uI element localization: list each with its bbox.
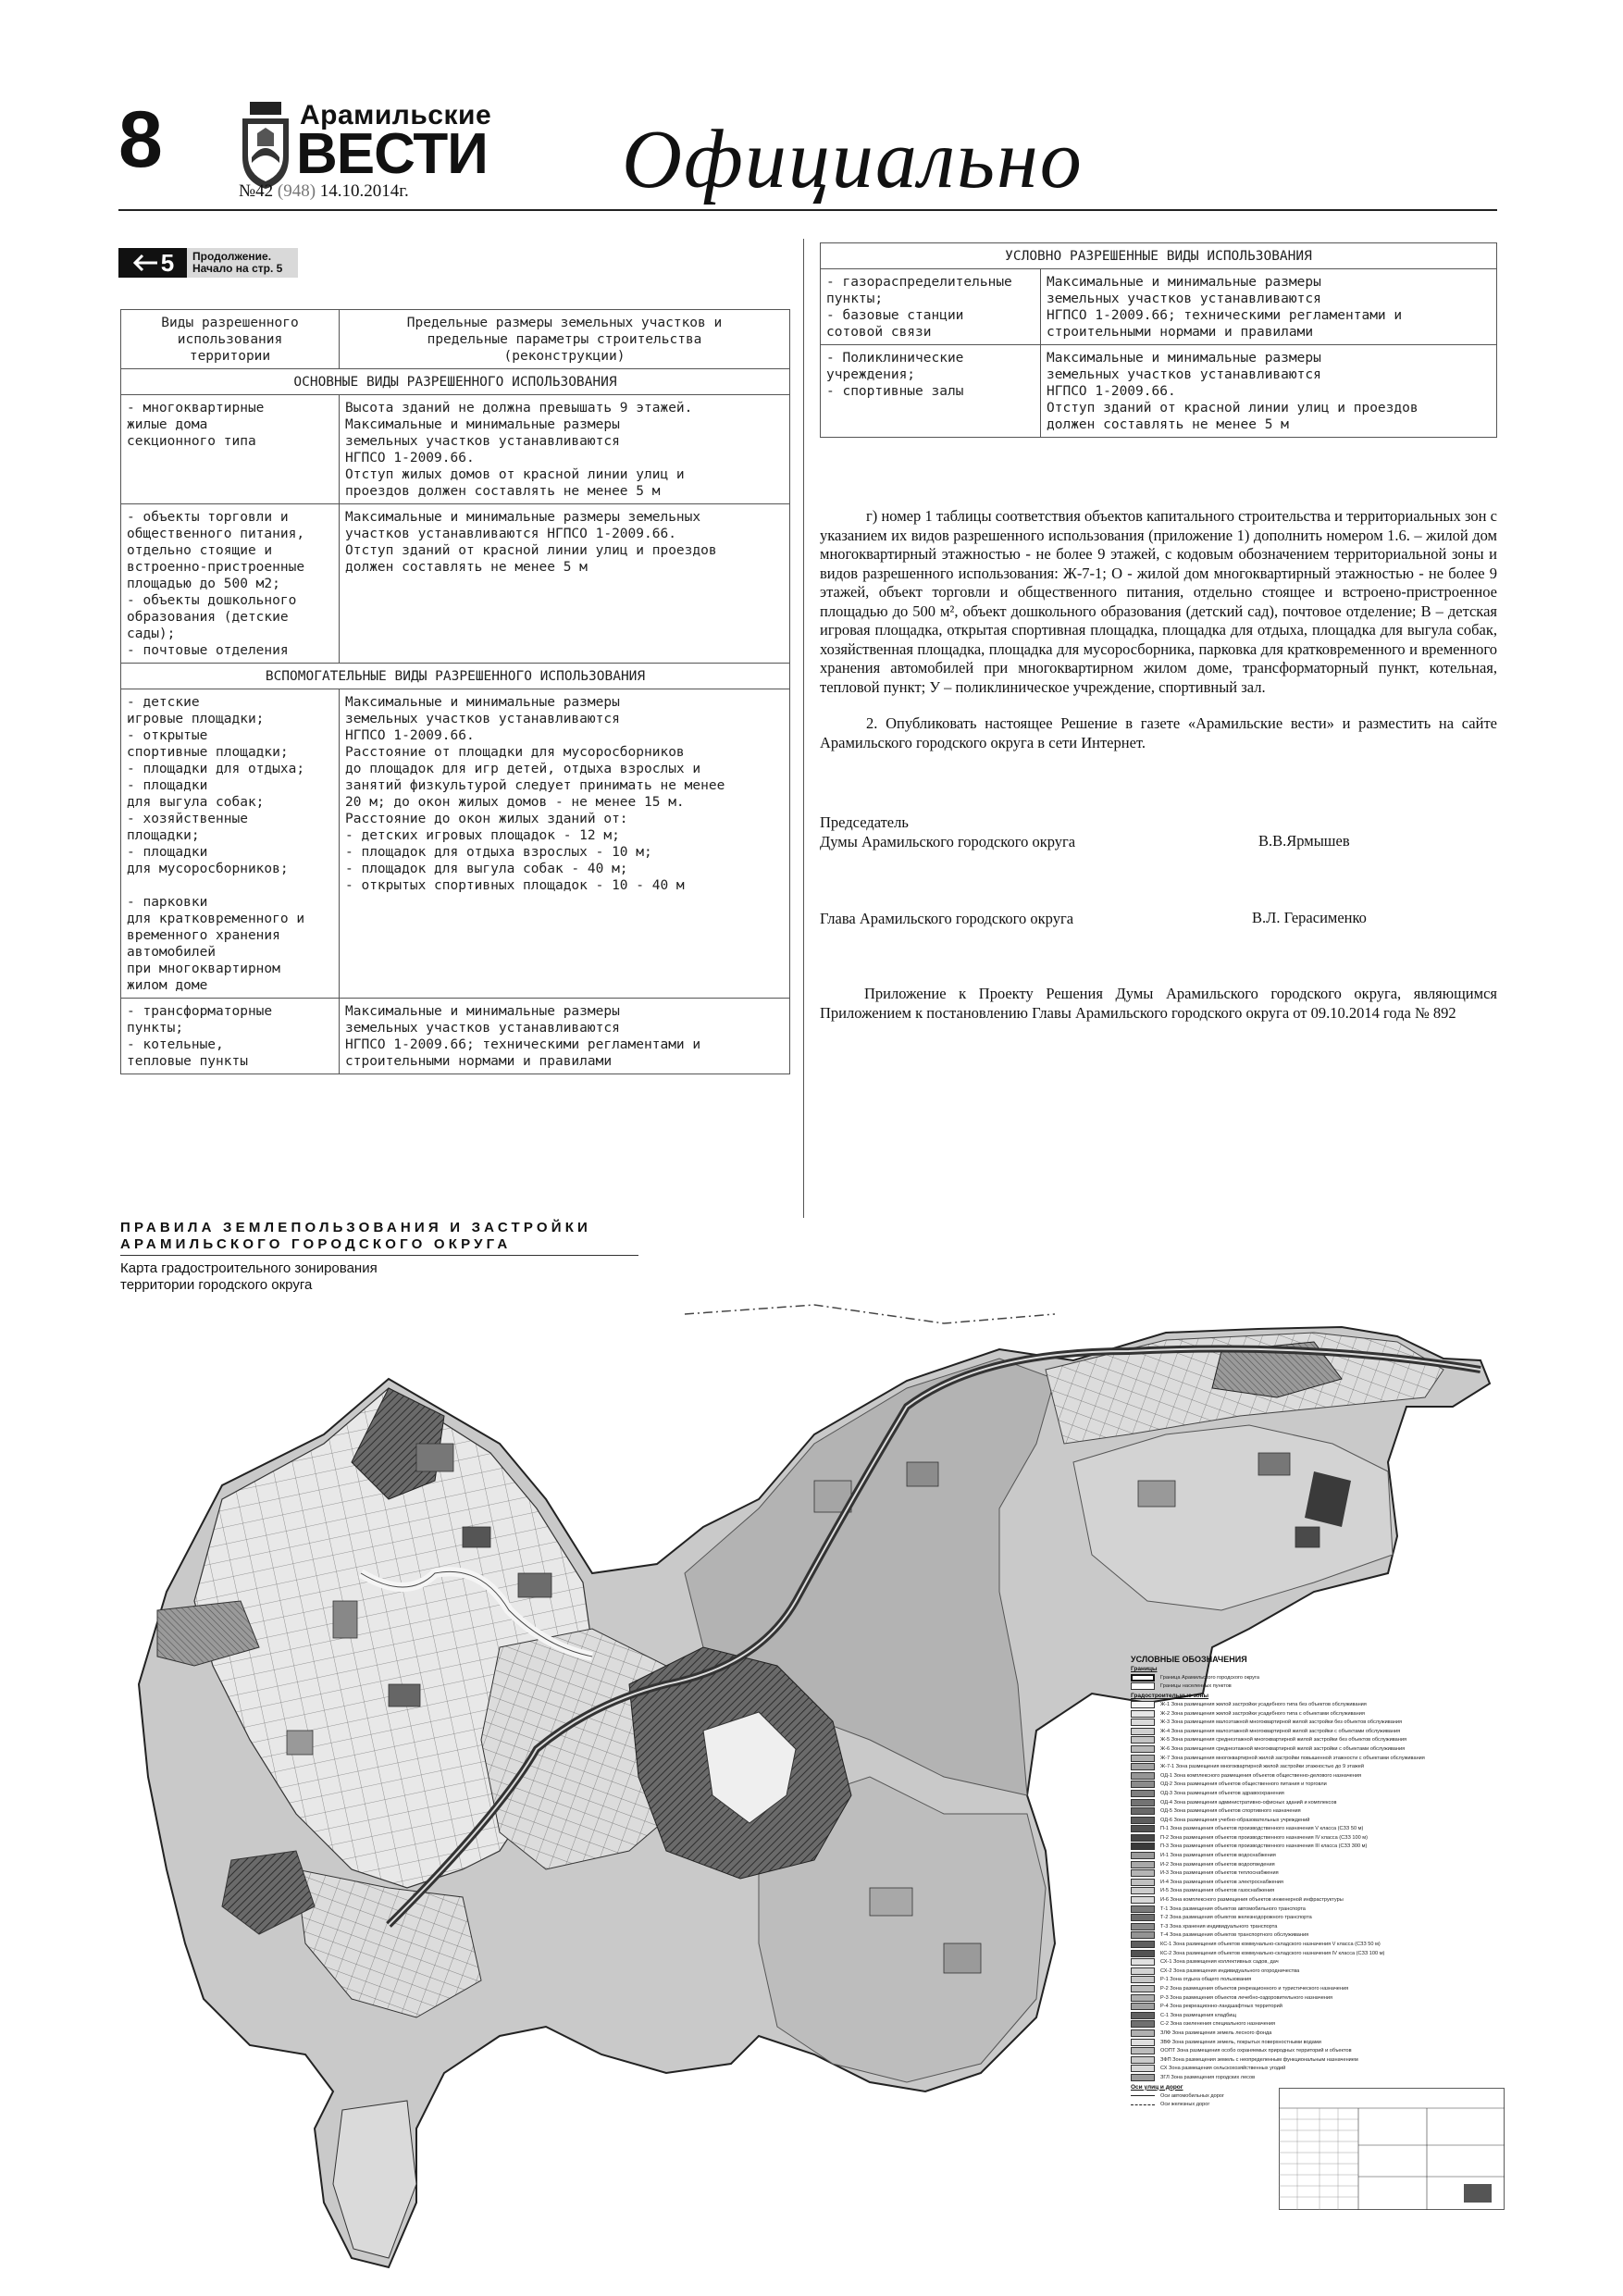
legend-swatch <box>1131 1914 1155 1921</box>
legend-item <box>1131 1940 1501 1949</box>
table-row <box>821 345 1497 438</box>
legend-swatch <box>1131 1994 1155 2002</box>
legend-swatch <box>1131 1879 1155 1886</box>
legend-swatch <box>1131 1763 1155 1770</box>
cell-line: автомобилей <box>127 945 217 960</box>
legend-label: КС-2 Зона размещения объектов коммунально-складского назначения IV класса (СЗЗ 100 м) <box>1160 1950 1385 1956</box>
limits-cell <box>340 689 790 999</box>
table-row <box>121 395 790 504</box>
legend-swatch <box>1131 1861 1155 1868</box>
legend-swatch <box>1131 1843 1155 1850</box>
header-use-cell <box>121 310 340 369</box>
table-section-row <box>821 243 1497 269</box>
map-title-line: АРАМИЛЬСКОГО ГОРОДСКОГО ОКРУГА <box>120 1236 512 1252</box>
appendix-note: Приложение к Проекту Решения Думы Арамильского городского округа, являющимся Приложением к постановлению Главы Арамильского городского округа от 09.10.2014 года № 892 <box>820 985 1497 1022</box>
section-conditional-label: УСЛОВНО РАЗРЕШЕННЫЕ ВИДЫ ИСПОЛЬЗОВАНИЯ <box>821 243 1497 269</box>
cell-line: использования <box>177 332 283 347</box>
legend-swatch <box>1131 1931 1155 1939</box>
legend-swatch <box>1131 1896 1155 1904</box>
legend-group-borders: Границы <box>1131 1666 1158 1672</box>
continued-source: Начало на стр. 5 <box>192 262 283 275</box>
use-cell <box>121 395 340 504</box>
legend-label: П-1 Зона размещения объектов производственного назначения V класса (СЗЗ 50 м) <box>1160 1826 1364 1832</box>
map-railway <box>685 1305 1055 1323</box>
continued-page: 5 <box>160 248 175 277</box>
legend-label: Ж-7 Зона размещения многоквартирной жилой застройки повышенной этажности с объектами обслуживания <box>1160 1755 1425 1761</box>
cell-line: - объекты торговли и <box>127 510 289 525</box>
legend-swatch <box>1131 1772 1155 1780</box>
legend-swatch <box>1131 1807 1155 1815</box>
cell-line: территории <box>189 349 271 364</box>
legend-label: СХ-1 Зона размещения коллективных садов, дач <box>1160 1959 1279 1966</box>
cell-line: Высота зданий не должна превышать 9 этажей. <box>345 401 693 416</box>
legend-item <box>1131 1700 1501 1709</box>
legend-item <box>1131 1905 1501 1914</box>
legend-item <box>1131 2065 1501 2074</box>
cell-line: игровые площадки; <box>127 712 265 726</box>
legend-swatch <box>1131 1976 1155 1983</box>
legend-label: ОД-5 Зона размещения объектов спортивного назначения <box>1160 1808 1301 1815</box>
legend-swatch <box>1131 2047 1155 2054</box>
map-legend <box>1131 1655 1501 2109</box>
use-cell <box>821 345 1041 438</box>
logo-main-text: ВЕСТИ <box>296 122 488 186</box>
cell-line: временного хранения <box>127 928 280 943</box>
legend-swatch <box>1131 1790 1155 1797</box>
legend-item <box>1131 1718 1501 1727</box>
legend-group-roads: Оси улиц и дорог <box>1131 2083 1183 2091</box>
legend-label: ЗГЛ Зона размещения городских лесов <box>1160 2074 1256 2080</box>
legend-item <box>1131 2029 1501 2038</box>
legend-item <box>1131 1931 1501 1941</box>
table-header-row <box>121 310 790 369</box>
cell-line: - хозяйственные <box>127 812 248 826</box>
legend-item <box>1131 1754 1501 1763</box>
legend-swatch <box>1131 2074 1155 2081</box>
legend-item <box>1131 1825 1501 1834</box>
legend-swatch <box>1131 1736 1155 1744</box>
legend-label: С-2 Зона озеленения специального назначения <box>1160 2021 1276 2028</box>
cell-line: занятий физкультурой следует принимать не менее <box>345 778 725 793</box>
cell-line <box>127 877 333 894</box>
legend-swatch <box>1131 2065 1155 2072</box>
paragraph-publication: 2. Опубликовать настоящее Решение в газете «Арамильские вести» и разместить на сайте Арамильского городского округа в сети Интернет. <box>820 714 1497 751</box>
legend-item <box>1131 2046 1501 2055</box>
legend-label: ООПТ Зона размещения особо охраняемых природных территорий и объектов <box>1160 2048 1352 2054</box>
map-subtitle <box>120 1260 378 1294</box>
legend-label: Р-4 Зона рекреационно-ландшафтных территорий <box>1160 2004 1282 2010</box>
cell-line: спортивные площадки; <box>127 745 289 760</box>
legend-item <box>1131 1860 1501 1869</box>
continued-label: Продолжение. <box>192 250 272 263</box>
cell-line: Виды разрешенного <box>161 316 299 330</box>
legend-item <box>1131 1993 1501 2003</box>
legend-swatch <box>1131 1701 1155 1708</box>
legend-label: Ж-3 Зона размещения малоэтажной многоквартирной жилой застройки без объектов обслуживания <box>1160 1719 1403 1726</box>
legend-swatch <box>1131 1958 1155 1966</box>
legend-swatch <box>1131 1728 1155 1735</box>
cell-line: - площадки <box>127 778 208 793</box>
legend-item <box>1131 2020 1501 2029</box>
legend-item <box>1131 1878 1501 1887</box>
legend-item <box>1131 1806 1501 1816</box>
cell-line: образования (детские <box>127 610 289 625</box>
cell-line: - площадки для отдыха; <box>127 762 305 776</box>
map-subtitle-line: территории городского округа <box>120 1277 313 1293</box>
cell-line: - площадок для выгула собак - 40 м; <box>345 862 628 876</box>
cell-line: Максимальные и минимальные размеры <box>1047 275 1321 290</box>
cell-line: общественного питания, <box>127 527 305 541</box>
legend-item <box>1131 1887 1501 1896</box>
cell-line: встроенно-пристроенные <box>127 560 305 575</box>
map-title-divider <box>120 1255 638 1256</box>
legend-swatch <box>1131 1781 1155 1788</box>
cell-line: земельных участков устанавливаются <box>345 434 620 449</box>
legend-label: Р-1 Зона отдыха общего пользования <box>1160 1977 1252 1983</box>
cell-line: тепловые пункты <box>127 1054 248 1069</box>
legend-label: И-2 Зона размещения объектов водоотведения <box>1160 1861 1275 1868</box>
legend-swatch <box>1131 1817 1155 1824</box>
signature-title: Думы Арамильского городского округа <box>820 833 1076 850</box>
cell-line: - почтовые отделения <box>127 643 289 658</box>
legend-item <box>1131 1744 1501 1754</box>
limits-cell <box>340 999 790 1074</box>
cell-line: НГПСО 1-2009.66; техническими регламентами и <box>1047 308 1403 323</box>
use-cell <box>121 504 340 664</box>
cell-line: земельных участков устанавливаются <box>1047 292 1321 306</box>
legend-label: СХ-2 Зона размещения индивидуального огородничества <box>1160 1967 1300 1974</box>
cell-line: Максимальные и минимальные размеры <box>345 695 620 710</box>
legend-label: СХ Зона размещения сельскохозяйственных угодий <box>1160 2066 1286 2072</box>
legend-zone-list <box>1131 1700 1501 2082</box>
legend-label: Границы населенных пунктов <box>1160 1683 1232 1690</box>
cell-line: для мусоросборников; <box>127 862 289 876</box>
legend-item <box>1131 1868 1501 1878</box>
legend-item <box>1131 1816 1501 1825</box>
legend-label: Р-3 Зона размещения объектов лечебно-оздоровительного назначения <box>1160 1994 1333 2001</box>
signature-name-chairman: В.В.Ярмышев <box>1258 832 1350 850</box>
legend-item <box>1131 1895 1501 1905</box>
legend-label: Ж-5 Зона размещения среднеэтажной многоквартирной жилой застройки без объектов обслуживания <box>1160 1737 1407 1744</box>
limits-cell <box>340 395 790 504</box>
legend-label: КС-1 Зона размещения объектов коммунально-складского назначения V класса (СЗЗ 50 м) <box>1160 1942 1381 1948</box>
legend-swatch <box>1131 1985 1155 1992</box>
legend-item <box>1131 1673 1501 1682</box>
map-title <box>120 1220 591 1253</box>
drawing-title-block <box>1279 2088 1505 2210</box>
continued-badge <box>118 248 298 278</box>
cell-line: - газораспределительные <box>826 275 1012 290</box>
header-limits-cell <box>340 310 790 369</box>
cell-line: - детских игровых площадок - 12 м; <box>345 828 620 843</box>
cell-line: - многоквартирные <box>127 401 265 416</box>
legend-item <box>1131 1833 1501 1843</box>
legend-label: ЗВФ Зона размещения земель, покрытых поверхностными водами <box>1160 2039 1321 2045</box>
section-aux-label: ВСПОМОГАТЕЛЬНЫЕ ВИДЫ РАЗРЕШЕННОГО ИСПОЛЬЗОВАНИЯ <box>121 664 790 689</box>
legend-label: П-2 Зона размещения объектов производственного назначения IV класса (СЗЗ 100 м) <box>1160 1834 1368 1841</box>
cell-line: земельных участков устанавливаются <box>345 712 620 726</box>
legend-label: Ж-7-1 Зона размещения многоквартирной жилой застройки этажностью до 9 этажей <box>1160 1764 1364 1770</box>
legend-label: Р-2 Зона размещения объектов рекреационного и туристического назначения <box>1160 1985 1349 1992</box>
issue-date: 14.10.2014г. <box>316 181 409 201</box>
limits-cell <box>1041 345 1497 438</box>
legend-item <box>1131 2002 1501 2011</box>
legend-swatch <box>1131 2012 1155 2019</box>
issue-line <box>239 181 409 202</box>
legend-item <box>1131 1913 1501 1922</box>
logo-top-text: Арамильские <box>300 100 492 130</box>
cell-line: до площадок для игр детей, отдыха взрослых и <box>345 762 701 776</box>
legend-item <box>1131 1843 1501 1852</box>
legend-label: ОД-6 Зона размещения учебно-образовательных учреждений <box>1160 1817 1310 1823</box>
legend-swatch <box>1131 1869 1155 1877</box>
legend-swatch <box>1131 1825 1155 1832</box>
cell-line: земельных участков устанавливаются <box>345 1021 620 1036</box>
legend-item <box>1131 1949 1501 1958</box>
legend-item <box>1131 1736 1501 1745</box>
cell-line: - объекты дошкольного <box>127 593 297 608</box>
legend-item <box>1131 1789 1501 1798</box>
cell-line: Отступ жилых домов от красной линии улиц и <box>345 467 685 482</box>
legend-swatch <box>1131 1674 1155 1682</box>
legend-label: И-6 Зона комплексного размещения объектов инженерной инфраструктуры <box>1160 1897 1344 1904</box>
section-title: Официально <box>622 114 1084 205</box>
legend-item <box>1131 1682 1501 1692</box>
cell-line: пункты; <box>826 292 884 306</box>
legend-swatch <box>1131 1682 1155 1690</box>
legend-group-zones: Градостроительные зоны <box>1131 1693 1209 1700</box>
cell-line: для кратковременного и <box>127 912 305 926</box>
legend-swatch <box>1131 2039 1155 2046</box>
legend-line-rail <box>1131 2104 1155 2105</box>
legend-swatch <box>1131 1923 1155 1930</box>
legend-item <box>1131 2055 1501 2065</box>
cell-line: 20 м; до окон жилых домов - не менее 15 м. <box>345 795 685 810</box>
cell-line: сады); <box>127 627 176 641</box>
cell-line: Отступ зданий от красной линии улиц и проездов <box>345 543 717 558</box>
legend-item <box>1131 2073 1501 2082</box>
cell-line: НГПСО 1-2009.66; техническими регламентами и <box>345 1037 701 1052</box>
legend-item <box>1131 1709 1501 1719</box>
legend-item <box>1131 1851 1501 1860</box>
cell-line: Максимальные и минимальные размеры <box>345 1004 620 1019</box>
cell-line: должен составлять не менее 5 м <box>1047 417 1289 432</box>
cell-line: Отступ зданий от красной линии улиц и проездов <box>1047 401 1419 416</box>
cell-line: секционного типа <box>127 434 256 449</box>
cell-line: - открытых спортивных площадок - 10 - 40 м <box>345 878 685 893</box>
masthead-divider <box>118 209 1497 211</box>
signature-title: Председатель <box>820 813 909 831</box>
section-main-label: ОСНОВНЫЕ ВИДЫ РАЗРЕШЕННОГО ИСПОЛЬЗОВАНИЯ <box>121 369 790 395</box>
legend-label: Ж-1 Зона размещения жилой застройки усадебного типа без объектов обслуживания <box>1160 1701 1367 1707</box>
legend-label: ЗФП Зона размещения земель с неопределенным функциональным назначением <box>1160 2056 1358 2063</box>
legend-item <box>1131 1976 1501 1985</box>
legend-swatch <box>1131 1719 1155 1726</box>
limits-cell <box>1041 269 1497 345</box>
page-number: 8 <box>118 95 163 184</box>
cell-line: проездов должен составлять не менее 5 м <box>345 484 661 499</box>
table-row <box>121 999 790 1074</box>
table-row <box>121 689 790 999</box>
cell-line: учреждения; <box>826 367 916 382</box>
paragraph-amendment: г) номер 1 таблицы соответствия объектов капитального строительства и территориальных зон с указанием их видов разрешенного использования (приложение 1) дополнить номером 1.6. – жилой дом многоквартирный этажностью - не более 9 этажей, с кодовым обозначением территориальной зоны и видов разрешенного использования: Ж-7-1; О - жилой дом многоквартирный этажностью - не более 9 этажей, объект торговли и общественного питания, отдельно стоящее и встроено-пристроенное площадью до 500 м², объект дошкольного образования (детский сад), почтовое отделение; В – детская игровая площадка, открытая спортивная площадка, площадка для отдыха, площадка для выгула собак, хозяйственная площадка, площадка для мусоросборника, парковка для кратковременного и временного хранения автомобилей при многоквартирном жилом доме, трансформаторный пункт, котельная, тепловой пункт; У – поликлиническое учреждение, спортивный зал. <box>820 507 1497 696</box>
cell-line: жилые дома <box>127 417 208 432</box>
legend-swatch <box>1131 1710 1155 1718</box>
legend-title: УСЛОВНЫЕ ОБОЗНАЧЕНИЯ <box>1131 1655 1247 1664</box>
cell-line: - детские <box>127 695 200 710</box>
legend-swatch <box>1131 1941 1155 1948</box>
table-section-row <box>121 664 790 689</box>
cell-line: - площадки <box>127 845 208 860</box>
signature-block-chairman <box>820 813 1075 851</box>
cell-line: площадки; <box>127 828 200 843</box>
legend-label: Т-1 Зона размещения объектов автомобильного транспорта <box>1160 1905 1306 1912</box>
table-row <box>121 504 790 664</box>
cell-line: Предельные размеры земельных участков и <box>406 316 723 330</box>
map-title-line: ПРАВИЛА ЗЕМЛЕПОЛЬЗОВАНИЯ И ЗАСТРОЙКИ <box>120 1220 592 1235</box>
cell-line: НГПСО 1-2009.66. <box>345 451 475 465</box>
legend-item <box>1131 1957 1501 1967</box>
table-row <box>821 269 1497 345</box>
legend-item <box>1131 1762 1501 1771</box>
legend-item <box>1131 1922 1501 1931</box>
legend-item <box>1131 1984 1501 1993</box>
cell-line: участков устанавливаются НГПСО 1-2009.66. <box>345 527 676 541</box>
legend-swatch <box>1131 1755 1155 1762</box>
cell-line: Максимальные и минимальные размеры земельных <box>345 510 701 525</box>
legend-item <box>1131 1798 1501 1807</box>
conditional-use-table <box>820 242 1497 438</box>
legend-label: ОД-3 Зона размещения объектов здравоохранения <box>1160 1790 1284 1796</box>
legend-swatch <box>1131 2003 1155 2010</box>
use-cell <box>121 689 340 999</box>
legend-label: Т-2 Зона размещения объектов железнодорожного транспорта <box>1160 1915 1312 1921</box>
cell-line: - базовые станции <box>826 308 964 323</box>
legend-label: П-3 Зона размещения объектов производственного назначения III класса (СЗЗ 300 м) <box>1160 1843 1368 1850</box>
zoning-table <box>120 309 790 1074</box>
cell-line: - спортивные залы <box>826 384 964 399</box>
legend-label: Т-4 Зона размещения объектов транспортного обслуживания <box>1160 1932 1309 1939</box>
legend-item <box>1131 1967 1501 1976</box>
legend-item <box>1131 1771 1501 1781</box>
cell-line: Расстояние от площадки для мусоросборников <box>345 745 685 760</box>
cell-line: предельные параметры строительства <box>427 332 702 347</box>
legend-label: Граница Арамильского городского округа <box>1160 1674 1259 1681</box>
cell-line: - Поликлинические <box>826 351 964 366</box>
column-divider <box>803 239 804 1218</box>
limits-cell <box>340 504 790 664</box>
legend-label: Ж-6 Зона размещения среднеэтажной многоквартирной жилой застройки с объектами обслуживания <box>1160 1745 1406 1752</box>
cell-line: земельных участков устанавливаются <box>1047 367 1321 382</box>
legend-label: Оси автомобильных дорог <box>1160 2092 1224 2099</box>
legend-label: ОД-1 Зона комплексного размещения объектов общественно-делового назначения <box>1160 1772 1362 1779</box>
legend-swatch <box>1131 2056 1155 2064</box>
cell-line: при многоквартирном <box>127 962 280 976</box>
legend-swatch <box>1131 1745 1155 1753</box>
legend-swatch <box>1131 1852 1155 1859</box>
legend-label: Оси железных дорог <box>1160 2102 1210 2108</box>
cell-line: - котельные, <box>127 1037 224 1052</box>
cell-line: должен составлять не менее 5 м <box>345 560 588 575</box>
cell-line: НГПСО 1-2009.66. <box>345 728 475 743</box>
legend-swatch <box>1131 1967 1155 1975</box>
legend-swatch <box>1131 1834 1155 1842</box>
legend-swatch <box>1131 1799 1155 1806</box>
legend-swatch <box>1131 1887 1155 1894</box>
issue-total: (948) <box>277 181 316 201</box>
legend-label: ОД-2 Зона размещения объектов общественного питания и торговли <box>1160 1781 1327 1788</box>
cell-line: пункты; <box>127 1021 184 1036</box>
cell-line: сотовой связи <box>826 325 932 340</box>
cell-line: Максимальные и минимальные размеры <box>1047 351 1321 366</box>
cell-line: (реконструкции) <box>503 349 626 364</box>
cell-line: НГПСО 1-2009.66. <box>1047 384 1176 399</box>
cell-line: - парковки <box>127 895 208 910</box>
coat-of-arms-icon <box>239 102 292 191</box>
cell-line: для выгула собак; <box>127 795 265 810</box>
cell-line: - открытые <box>127 728 208 743</box>
map-subtitle-line: Карта градостроительного зонирования <box>120 1260 378 1276</box>
cell-line: Расстояние до окон жилых зданий от: <box>345 812 628 826</box>
legend-label: И-5 Зона размещения объектов газоснабжения <box>1160 1888 1275 1894</box>
legend-item <box>1131 2038 1501 2047</box>
cell-line: площадью до 500 м2; <box>127 577 280 591</box>
signature-name-head: В.Л. Герасименко <box>1252 909 1367 926</box>
issue-number: №42 <box>239 181 278 201</box>
cell-line: строительными нормами и правилами <box>1047 325 1314 340</box>
cell-line: жилом доме <box>127 978 208 993</box>
cell-line: - трансформаторные <box>127 1004 273 1019</box>
legend-label: Ж-2 Зона размещения жилой застройки усадебного типа с объектами обслуживания <box>1160 1710 1365 1717</box>
back-arrow-icon <box>118 248 187 278</box>
cell-line: отдельно стоящие и <box>127 543 273 558</box>
legend-swatch <box>1131 1905 1155 1913</box>
legend-swatch <box>1131 2020 1155 2028</box>
legend-line-road <box>1131 2095 1155 2096</box>
legend-label: ОД-4 Зона размещения административно-офисных зданий и комплексов <box>1160 1799 1337 1806</box>
cell-line: строительными нормами и правилами <box>345 1054 613 1069</box>
legend-label: И-4 Зона размещения объектов электроснабжения <box>1160 1879 1283 1885</box>
legend-swatch <box>1131 2029 1155 2037</box>
use-cell <box>821 269 1041 345</box>
legend-item <box>1131 2011 1501 2020</box>
table-section-row <box>121 369 790 395</box>
legend-label: Ж-4 Зона размещения малоэтажной многоквартирной жилой застройки с объектами обслуживания <box>1160 1728 1401 1734</box>
legend-label: И-1 Зона размещения объектов водоснабжения <box>1160 1853 1276 1859</box>
legend-swatch <box>1131 1950 1155 1957</box>
cell-line: - площадок для отдыха взрослых - 10 м; <box>345 845 652 860</box>
legend-item <box>1131 1727 1501 1736</box>
legend-label: И-3 Зона размещения объектов теплоснабжения <box>1160 1870 1279 1877</box>
legend-item <box>1131 1781 1501 1790</box>
legend-label: ЗЛФ Зона размещения земель лесного фонда <box>1160 2029 1272 2036</box>
legend-label: Т-3 Зона хранения индивидуального транспорта <box>1160 1923 1278 1930</box>
cell-line: Максимальные и минимальные размеры <box>345 417 620 432</box>
signature-block-head: Глава Арамильского городского округа <box>820 910 1074 927</box>
legend-label: С-1 Зона размещения кладбищ <box>1160 2012 1237 2018</box>
use-cell <box>121 999 340 1074</box>
